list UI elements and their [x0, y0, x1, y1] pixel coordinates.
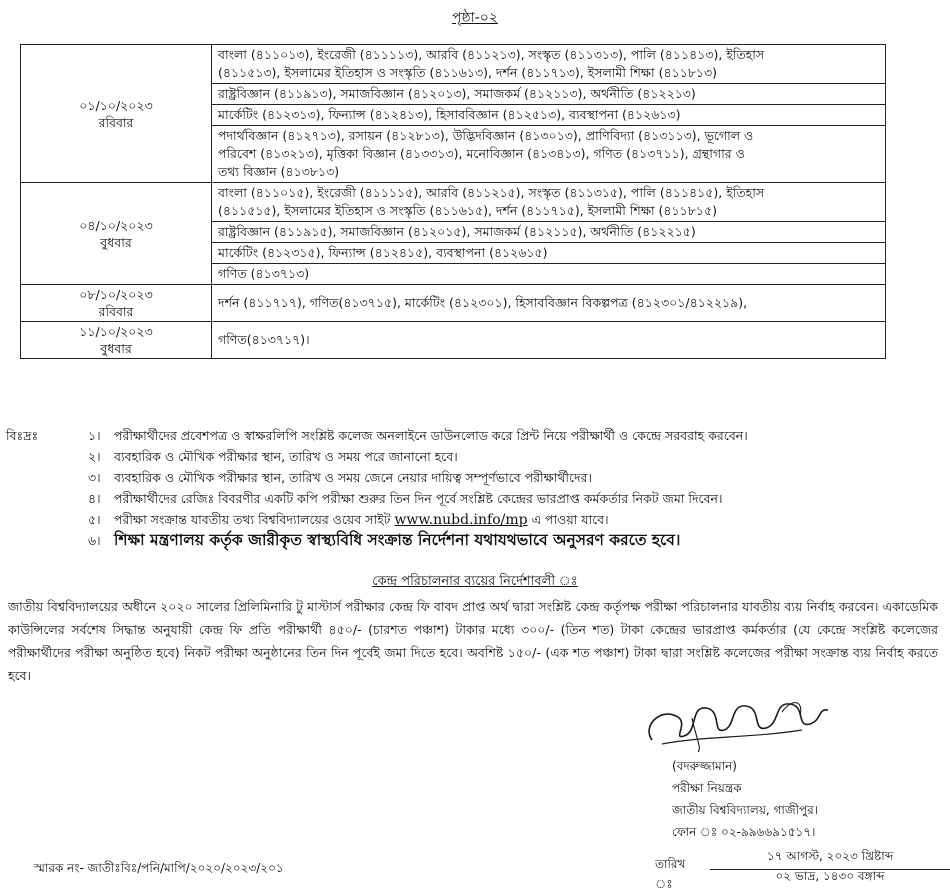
- subject-line: মার্কেটিং (৪১২৩১৩), ফিন্যান্স (৪১২৪১৩), হিসাববিজ্ঞান (৪১২৫১৩), ব্যবস্থাপনা (৪১২৬১৩): [218, 107, 681, 122]
- subject-line: (৪১১৫১৩), ইসলামের ইতিহাস ও সংস্কৃতি (৪১১৬১৩), দর্শন (৪১১৭১৩), ইসলামী শিক্ষা (৪১১৮১৩): [218, 65, 718, 80]
- note-item-1: [6, 425, 936, 446]
- subject-line: তথ্য বিজ্ঞান (৪১৩৮১৩): [218, 164, 340, 179]
- subjects-cell: [212, 264, 886, 285]
- date-bangla: ০২ ভাদ্র, ১৪৩০ বঙ্গাব্দ: [775, 869, 885, 883]
- note-text: ব্যবহারিক ও মৌখিক পরীক্ষার স্থান, তারিখ ও সময় জেনে নেয়ার দায়িত্ব সম্পূর্ণভাবে পরীক্ষার্থীদের।: [114, 470, 592, 485]
- note-text-emphasis: শিক্ষা মন্ত্রণালয় কর্তৃক জারীকৃত স্বাস্থ্যবিধি সংক্রান্ত নির্দেশনা যথাযথভাবে অনুসরণ করতে হবে।: [114, 531, 681, 549]
- note-text-after: এ পাওয়া যাবে।: [527, 512, 609, 527]
- note-number: ৫।: [88, 512, 101, 527]
- subjects-cell: [212, 126, 886, 183]
- note-number: ২।: [88, 449, 101, 464]
- schedule-row: [21, 322, 886, 359]
- note-number: ৩।: [88, 470, 101, 485]
- note-text-before: পরীক্ষা সংক্রান্ত যাবতীয় তথ্য বিশ্ববিদ্যালয়ের ওয়েব সাইট: [114, 512, 395, 527]
- guidelines-heading: কেন্দ্র পরিচালনার ব্যয়ের নির্দেশাবলী ঃ: [372, 574, 578, 589]
- signatory-name: (বদরুজ্জামান): [672, 759, 737, 773]
- exam-day: বুধবার: [100, 341, 132, 356]
- signatory-block: [672, 755, 818, 843]
- exam-date: ০৮/১০/২০২৩: [79, 287, 153, 302]
- subjects-cell: [212, 183, 886, 222]
- subjects-cell: [212, 105, 886, 126]
- exam-day: রবিবার: [98, 114, 134, 130]
- notes-section: [6, 425, 936, 551]
- note-text: পরীক্ষার্থীদের প্রবেশপত্র ও স্বাক্ষরলিপি সংশ্লিষ্ট কলেজ অনলাইনে ডাউনলোড করে প্রিন্ট নিয়ে পরীক্ষার্থী ও কেন্দ্রে সরবরাহ করবেন।: [114, 428, 748, 443]
- schedule-row: [21, 45, 886, 84]
- note-text: পরীক্ষার্থীদের রেজিঃ বিবরণীর একটি কপি পরীক্ষা শুরুর তিন দিন পূর্বে সংশ্লিষ্ট কেন্দ্রের ভারপ্রাপ্ত কর্মকর্তার নিকট জমা দিবেন।: [114, 491, 723, 506]
- note-text: [114, 509, 609, 531]
- signatory-phone: ফোন ঃ ০২-৯৯৬৬৯১৫১৭।: [672, 825, 816, 839]
- handwritten-signature: [632, 688, 852, 758]
- subject-line: মার্কেটিং (৪১২৩১৫), ফিন্যান্স (৪১২৪১৫), ব্যবস্থাপনা (৪১২৬১৫): [218, 245, 548, 260]
- subjects-cell: [212, 45, 886, 84]
- exam-date: ০৪/১০/২০২৩: [79, 217, 153, 233]
- subject-line: বাংলা (৪১১০১৫), ইংরেজী (৪১১১১৫), আরবি (৪১১২১৫), সংস্কৃত (৪১১৩১৫), পালি (৪১১৪১৫), ইতিহাস: [218, 185, 765, 200]
- note-item-5: [6, 509, 936, 530]
- website-link[interactable]: www.nubd.info/mp: [394, 512, 528, 528]
- exam-day: বুধবার: [100, 234, 132, 250]
- subject-line: পদার্থবিজ্ঞান (৪১২৭১৩), রসায়ন (৪১২৮১৩), উদ্ভিদবিজ্ঞান (৪১৩০১৩), প্রাণিবিদ্যা (৪১৩১১৩), ভূগোল ও: [218, 128, 754, 143]
- schedule-row: [21, 183, 886, 222]
- subject-line: গণিত (৪১৩৭১৩): [218, 266, 310, 281]
- note-item-4: [6, 488, 936, 509]
- note-item-3: [6, 467, 936, 488]
- exam-date-cell: [21, 285, 212, 322]
- note-item-6: [6, 530, 936, 551]
- guidelines-body: জাতীয় বিশ্ববিদ্যালয়ের অধীনে ২০২০ সালের প্রিলিমিনারি টু মাস্টার্স পরীক্ষার কেন্দ্র ফি বাবদ প্রাপ্ত অর্থ দ্বারা সংশ্লিষ্ট কেন্দ্র কর্তৃপক্ষ পরীক্ষা পরিচালনার যাবতীয় ব্যয় নির্বাহ করবেন। একাডেমিক কাউন্সিলের সর্বশেষ সিদ্ধান্ত অনুযায়ী কেন্দ্র ফি প্রতি পরীক্ষার্থী ৪৫০/- (চারশত পঞ্চাশ) টাকার মধ্যে ৩০০/- (তিন শত) টাকা কেন্দ্রের ভারপ্রাপ্ত কর্মকর্তার (যে কেন্দ্রে সংশ্লিষ্ট কলেজের পরীক্ষার্থীদের পরীক্ষা অনুষ্ঠিত হবে) নিকট পরীক্ষা অনুষ্ঠানের তিন দিন পূর্বেই জমা দিতে হবে। অবশিষ্ট ১৫০/- (এক শত পঞ্চাশ) টাকা দ্বারা সংশ্লিষ্ট কলেজের পরীক্ষা সংক্রান্ত ব্যয় নির্বাহ করতে হবে।: [8, 599, 938, 683]
- subject-line: রাষ্ট্রবিজ্ঞান (৪১১৯১৩), সমাজবিজ্ঞান (৪১২০১৩), সমাজকর্ম (৪১২১১৩), অর্থনীতি (৪১২২১৩): [218, 86, 696, 101]
- date-gregorian: ১৭ আগস্ট, ২০২৩ খ্রিষ্টাব্দ: [710, 848, 950, 870]
- note-text: ব্যবহারিক ও মৌখিক পরীক্ষার স্থান, তারিখ ও সময় পরে জানানো হবে।: [114, 449, 458, 464]
- exam-date-cell: [21, 183, 212, 285]
- notes-label: বিঃদ্রঃ: [6, 428, 39, 443]
- subject-line: (৪১১৫১৫), ইসলামের ইতিহাস ও সংস্কৃতি (৪১১৬১৫), দর্শন (৪১১৭১৫), ইসলামী শিক্ষা (৪১১৮১৫): [218, 203, 717, 218]
- exam-date-cell: [21, 322, 212, 359]
- signatory-title: পরীক্ষা নিয়ন্ত্রক: [672, 781, 742, 795]
- memo-number: স্মারক নং- জাতীঃবিঃ/পনি/মাপি/২০২০/২০২৩/২০১: [34, 861, 284, 875]
- subjects-cell: [212, 84, 886, 105]
- note-number: ১।: [88, 428, 101, 443]
- exam-date: ০১/১০/২০২৩: [79, 97, 153, 113]
- subject-line: বাংলা (৪১১০১৩), ইংরেজী (৪১১১১৩), আরবি (৪১১২১৩), সংস্কৃত (৪১১৩১৩), পালি (৪১১৪১৩), ইতিহাস: [218, 47, 765, 62]
- note-number: ৪।: [88, 491, 101, 506]
- exam-day: রবিবার: [98, 304, 134, 319]
- subject-line: দর্শন (৪১১৭১৭), গণিত(৪১৩৭১৫), মার্কেটিং (৪১২৩০১), হিসাববিজ্ঞান বিকল্পপত্র (৪১২৩০১/৪১২২১৯),: [218, 295, 748, 310]
- subjects-cell: [212, 285, 886, 322]
- subject-line: রাষ্ট্রবিজ্ঞান (৪১১৯১৫), সমাজবিজ্ঞান (৪১২০১৫), সমাজকর্ম (৪১২১১৫), অর্থনীতি (৪১২২১৫): [218, 224, 696, 239]
- exam-schedule-table: [20, 44, 886, 359]
- page-number: পৃষ্ঠা-০২: [452, 10, 498, 26]
- note-item-2: [6, 446, 936, 467]
- exam-date-cell: [21, 45, 212, 183]
- subjects-cell: [212, 243, 886, 264]
- schedule-row: [21, 285, 886, 322]
- subject-line: গণিত(৪১৩৭১৭)।: [218, 332, 310, 347]
- note-number: ৬।: [88, 533, 101, 548]
- subjects-cell: [212, 222, 886, 243]
- exam-date: ১১/১০/২০২৩: [79, 324, 153, 339]
- signatory-organization: জাতীয় বিশ্ববিদ্যালয়, গাজীপুর।: [672, 803, 819, 817]
- subject-line: পরিবেশ (৪১৩২১৩), মৃত্তিকা বিজ্ঞান (৪১৩৩১৩), মনোবিজ্ঞান (৪১৩৪১৩), গণিত (৪১৩৭১১), গ্রন্থাগার ও: [218, 146, 745, 161]
- date-label: তারিখ ঃ: [655, 857, 686, 891]
- subjects-cell: [212, 322, 886, 359]
